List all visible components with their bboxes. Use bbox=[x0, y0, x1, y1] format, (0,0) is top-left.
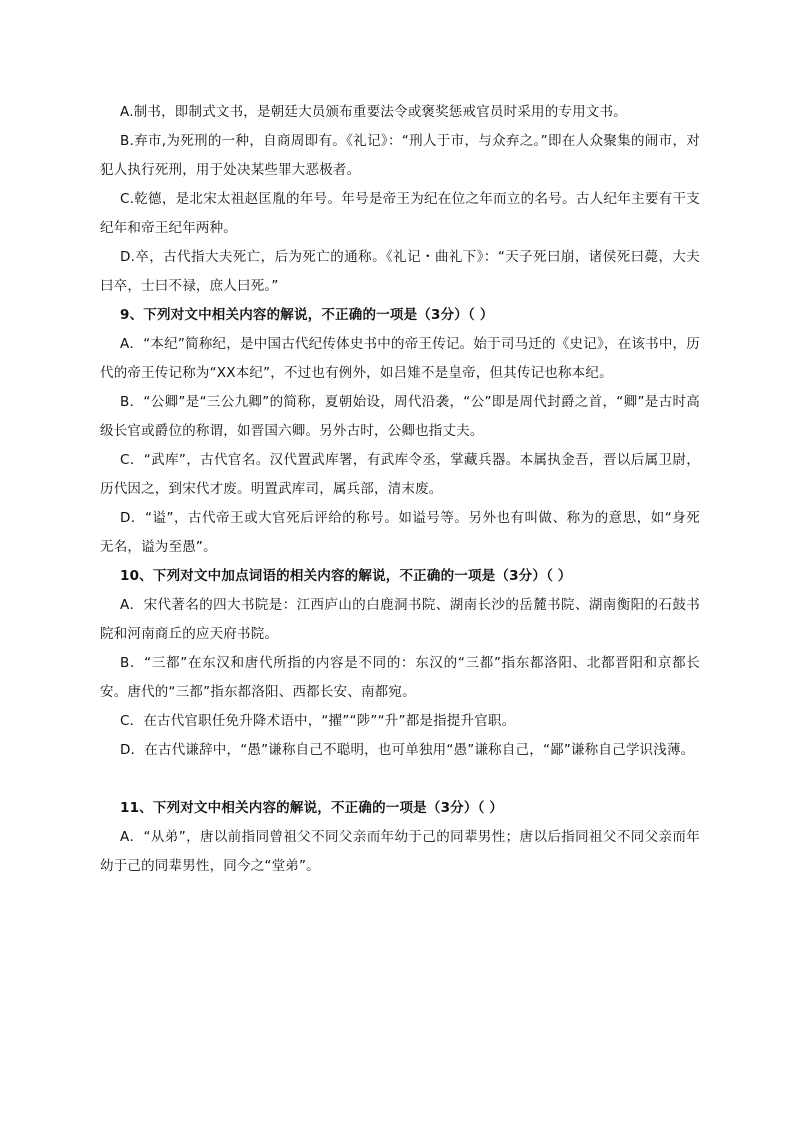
q11-title: 11、下列对文中相关内容的解说，不正确的一项是（3分）（ ） bbox=[120, 800, 504, 816]
q10-option-b: B．“三都”在东汉和唐代所指的内容是不同的：东汉的“三都”指东都洛阳、北都晋阳和京都长安。唐代的“三都”指东都洛阳、西都长安、南都宛。 bbox=[100, 655, 700, 700]
q10-title: 10、下列对文中加点词语的相关内容的解说，不正确的一项是（3分）（ ） bbox=[120, 568, 572, 584]
q11-option-a: A．“从弟”，唐以前指同曾祖父不同父亲而年幼于己的同辈男性；唐以后指同祖父不同父亲而年幼于己的同辈男性，同今之“堂弟”。 bbox=[100, 829, 700, 874]
q8-option-c: C.乾德，是北宋太祖赵匡胤的年号。年号是帝王为纪在位之年而立的名号。古人纪年主要有干支纪年和帝王纪年两种。 bbox=[100, 191, 700, 236]
question-11 bbox=[100, 794, 700, 881]
question-9 bbox=[100, 301, 700, 562]
q9-option-a: A．“本纪”简称纪，是中国古代纪传体史书中的帝王传记。始于司马迁的《史记》，在该书中，历代的帝王传记称为“XX本纪”，不过也有例外，如吕雉不是皇帝，但其传记也称本纪。 bbox=[100, 336, 700, 381]
section-spacer bbox=[100, 765, 700, 794]
q9-option-b: B．“公卿”是“三公九卿”的简称，夏朝始设，周代沿袭，“公”即是周代封爵之首，“卿”是古时高级长官或爵位的称谓，如晋国六卿。另外古时，公卿也指丈夫。 bbox=[100, 394, 700, 439]
q9-option-c: C．“武库”，古代官名。汉代置武库署，有武库令丞，掌藏兵器。本属执金吾，晋以后属卫尉，历代因之，到宋代才废。明置武库司，属兵部，清末废。 bbox=[100, 452, 700, 497]
q8-option-a: A.制书，即制式文书，是朝廷大员颁布重要法令或褒奖惩戒官员时采用的专用文书。 bbox=[120, 104, 627, 120]
document-content bbox=[100, 98, 700, 881]
q8-option-d: D.卒，古代指大夫死亡，后为死亡的通称。《礼记・曲礼下》：“天子死曰崩，诸侯死曰薨，大夫曰卒，士曰不禄，庶人曰死。” bbox=[100, 249, 700, 294]
q8-option-b: B.弃市,为死刑的一种，自商周即有。《礼记》：“刑人于市，与众弃之。”即在人众聚集的闹市，对犯人执行死刑，用于处决某些罪大恶极者。 bbox=[100, 133, 700, 178]
q10-option-a: A．宋代著名的四大书院是：江西庐山的白鹿洞书院、湖南长沙的岳麓书院、湖南衡阳的石鼓书院和河南商丘的应天府书院。 bbox=[100, 597, 700, 642]
q10-option-c: C．在古代官职任免升降术语中，“擢”“陟”“升”都是指提升官职。 bbox=[120, 713, 516, 729]
q10-option-d: D．在古代谦辞中，“愚”谦称自己不聪明，也可单独用“愚”谦称自己，“鄙”谦称自己学识浅薄。 bbox=[120, 742, 695, 758]
question-10 bbox=[100, 562, 700, 765]
q9-title: 9、下列对文中相关内容的解说，不正确的一项是（3分）（ ） bbox=[120, 307, 494, 323]
question-8-options bbox=[100, 98, 700, 301]
q9-option-d: D．“谥”，古代帝王或大官死后评给的称号。如谥号等。另外也有叫做、称为的意思，如“身死无名，谥为至愚”。 bbox=[100, 510, 700, 555]
